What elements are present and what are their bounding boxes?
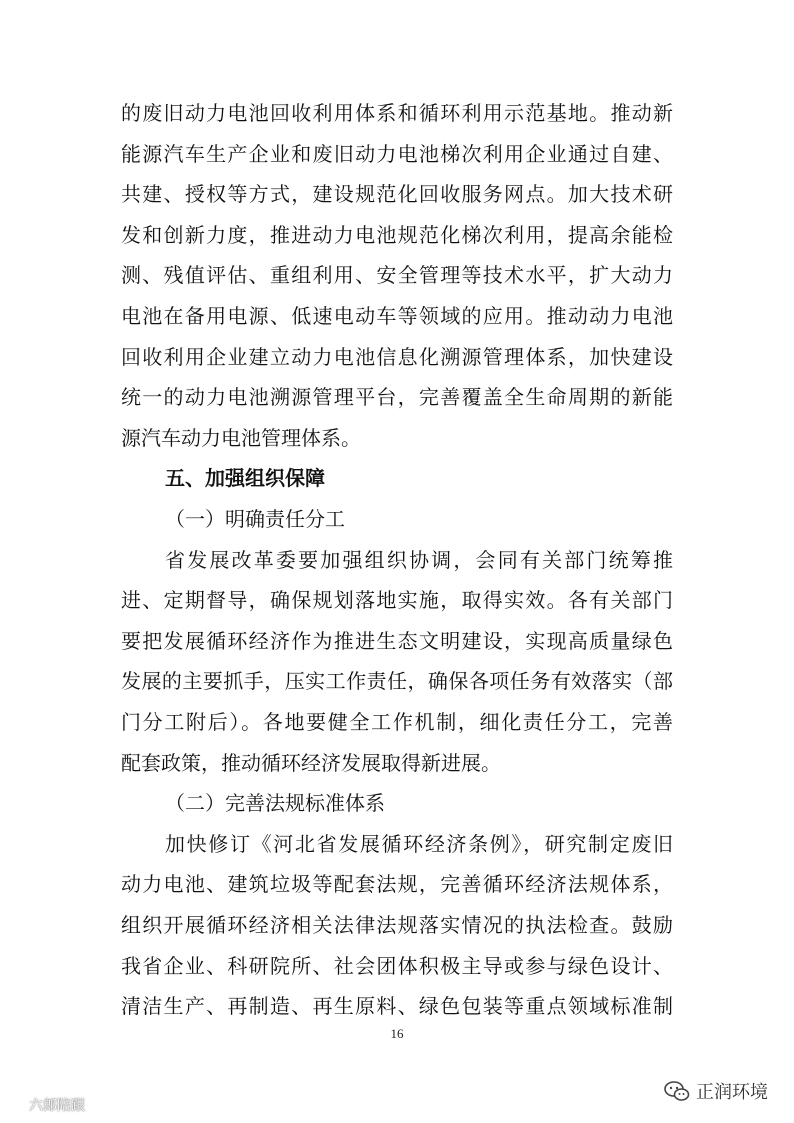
paragraph-line: 源汽车动力电池管理体系。	[121, 425, 361, 450]
paragraph-line: 的废旧动力电池回收利用体系和循环利用示范基地。推动新	[121, 101, 673, 125]
paragraph-line: 发展的主要抓手，压实工作责任，确保各项任务有效落实（部	[121, 669, 673, 694]
watermark-left	[6, 1093, 85, 1117]
paragraph-line: 电池在备用电源、低速电动车等领域的应用。推动动力电池	[121, 304, 673, 328]
paragraph-line: 动力电池、建筑垃圾等配套法规，完善循环经济法规体系，	[121, 872, 673, 897]
paragraph-line: 省发展改革委要加强组织协调，会同有关部门统筹推	[165, 547, 673, 572]
paragraph-line: 清洁生产、再制造、再生原料、绿色包装等重点领域标准制	[121, 994, 673, 1019]
paragraph-line: 要把发展循环经济作为推进生态文明建设，实现高质量绿色	[121, 628, 673, 653]
paragraph-line: 能源汽车生产企业和废旧动力电池梯次利用企业通过自建、	[121, 141, 673, 166]
paragraph-line: 进、定期督导，确保规划落地实施，取得实效。各有关部门	[121, 588, 673, 613]
subsection-heading: （二）完善法规标准体系	[165, 791, 385, 816]
page-number: 16	[390, 1026, 404, 1041]
subsection-heading: （一）明确责任分工	[165, 507, 345, 531]
paragraph-line: 门分工附后）。各地要健全工作机制，细化责任分工，完善	[121, 710, 673, 734]
watermark-right-text: 正润环境	[696, 1082, 768, 1103]
watermark-right	[664, 1076, 768, 1106]
paragraph-line: 测、残值评估、重组利用、安全管理等技术水平，扩大动力	[121, 263, 673, 288]
wechat-icon	[664, 1080, 690, 1102]
paragraph-line: 回收利用企业建立动力电池信息化溯源管理体系，加快建设	[121, 344, 673, 369]
paragraph-line: 发和创新力度，推进动力电池规范化梯次利用，提高余能检	[121, 222, 673, 247]
paragraph-line: 我省企业、科研院所、社会团体积极主导或参与绿色设计、	[121, 953, 673, 978]
paragraph-line: 组织开展循环经济相关法律法规落实情况的执法检查。鼓励	[121, 913, 673, 937]
paragraph-line: 配套政策，推动循环经济发展取得新进展。	[121, 750, 501, 775]
paragraph-line: 加快修订《河北省发展循环经济条例》，研究制定废旧	[165, 831, 673, 856]
paragraph-line: 统一的动力电池溯源管理平台，完善覆盖全生命周期的新能	[121, 385, 673, 410]
paragraph-line: 共建、授权等方式，建设规范化回收服务网点。加大技术研	[121, 182, 673, 207]
watermark-left-text: 六郎陪跟	[29, 1098, 85, 1114]
section-heading: 五、加强组织保障	[165, 466, 325, 491]
weibo-icon	[6, 1096, 26, 1114]
